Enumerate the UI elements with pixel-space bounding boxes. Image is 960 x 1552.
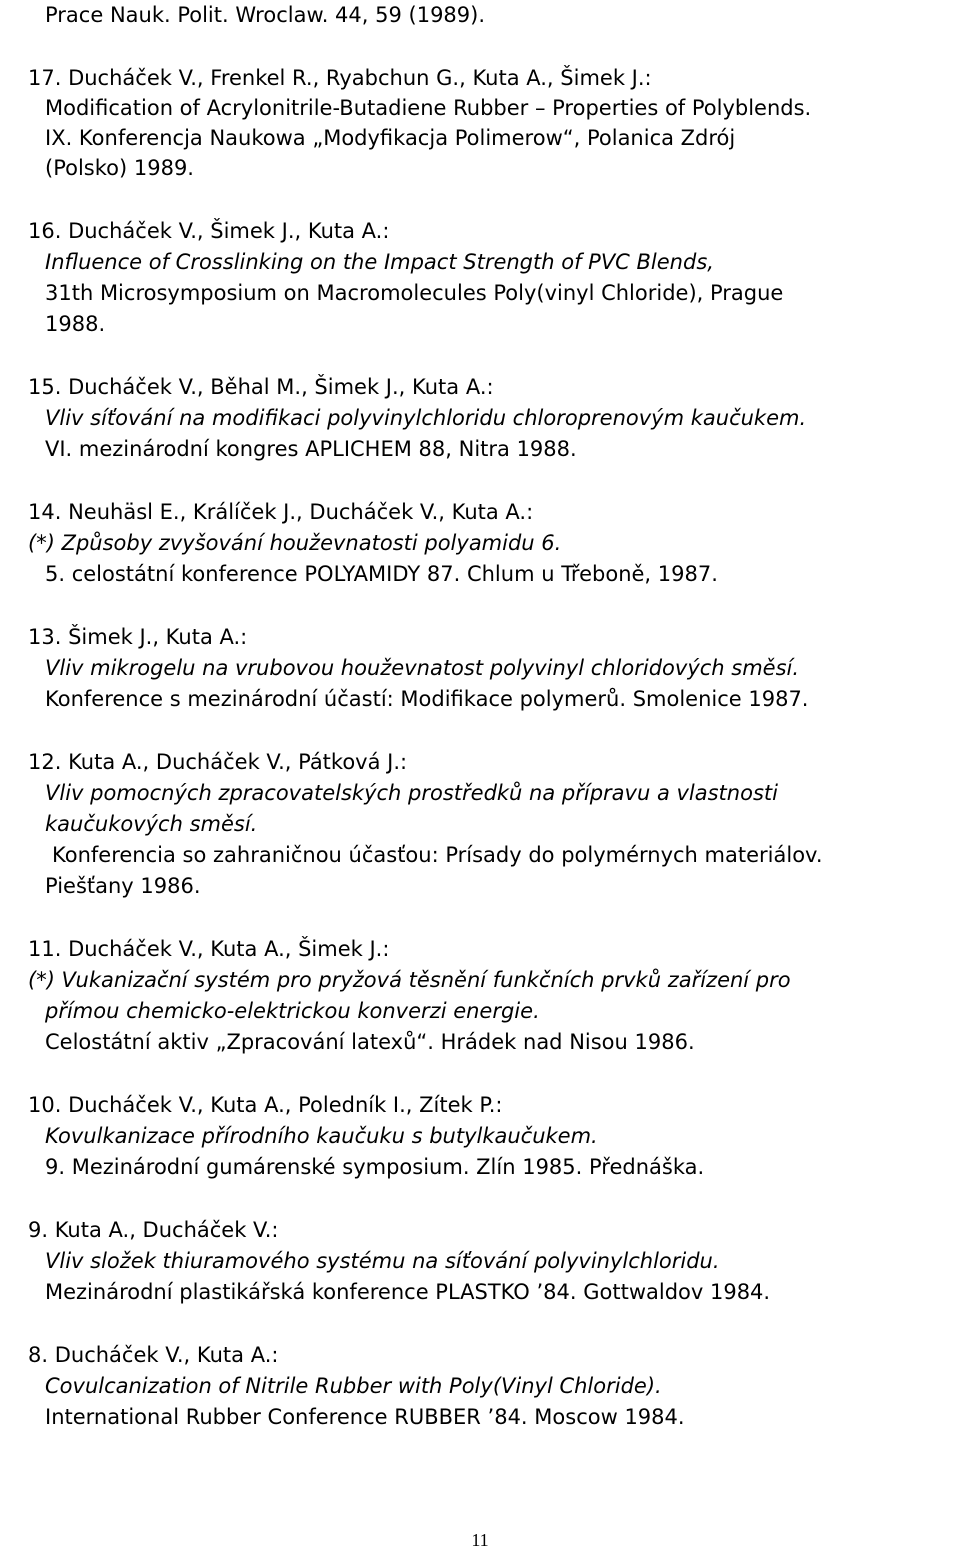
entry-10-authors: 10. Ducháček V., Kuta A., Poledník I., Zítek P.: bbox=[28, 1093, 503, 1117]
entry-9-authors: 9. Kuta A., Ducháček V.: bbox=[28, 1218, 279, 1242]
entry-15-title: Vliv síťování na modifikaci polyvinylchloridu chloroprenovým kaučukem. bbox=[45, 406, 807, 430]
entry-10-title: Kovulkanizace přírodního kaučuku s butylkaučukem. bbox=[45, 1124, 598, 1148]
entry-12-venue: Piešťany 1986. bbox=[45, 874, 201, 898]
entry-8-venue: International Rubber Conference RUBBER ’84. Moscow 1984. bbox=[45, 1405, 685, 1429]
entry-8-title: Covulcanization of Nitrile Rubber with Poly(Vinyl Chloride). bbox=[45, 1374, 662, 1398]
entry-14-title: (*) Způsoby zvyšování houževnatosti polyamidu 6. bbox=[28, 531, 562, 555]
entry-17-authors: 17. Ducháček V., Frenkel R., Ryabchun G., Kuta A., Šimek J.: bbox=[28, 66, 652, 90]
entry-10-venue: 9. Mezinárodní gumárenské symposium. Zlín 1985. Přednáška. bbox=[45, 1155, 705, 1179]
entry-12-authors: 12. Kuta A., Ducháček V., Pátková J.: bbox=[28, 750, 408, 774]
entry-14-venue: 5. celostátní konference POLYAMIDY 87. Chlum u Třeboně, 1987. bbox=[45, 562, 718, 586]
entry-15-authors: 15. Ducháček V., Běhal M., Šimek J., Kuta A.: bbox=[28, 375, 494, 399]
entry-11-venue: Celostátní aktiv „Zpracování latexů“. Hrádek nad Nisou 1986. bbox=[45, 1030, 695, 1054]
entry-16-authors: 16. Ducháček V., Šimek J., Kuta A.: bbox=[28, 219, 390, 243]
entry-16-venue: 1988. bbox=[45, 312, 106, 336]
entry-13-authors: 13. Šimek J., Kuta A.: bbox=[28, 625, 248, 649]
entry-12-venue: Konferencia so zahraničnou účasťou: Prísady do polymérnych materiálov. bbox=[52, 843, 823, 867]
entry-11-title: přímou chemicko-elektrickou konverzi energie. bbox=[45, 999, 540, 1023]
entry-11-authors: 11. Ducháček V., Kuta A., Šimek J.: bbox=[28, 937, 390, 961]
entry-12-title: kaučukových směsí. bbox=[45, 812, 258, 836]
page-number: 11 bbox=[471, 1530, 489, 1550]
entry-17-venue: (Polsko) 1989. bbox=[45, 156, 194, 180]
entry-8-authors: 8. Ducháček V., Kuta A.: bbox=[28, 1343, 279, 1367]
entry-15-venue: VI. mezinárodní kongres APLICHEM 88, Nitra 1988. bbox=[45, 437, 577, 461]
text-line: Prace Nauk. Polit. Wroclaw. 44, 59 (1989). bbox=[45, 3, 486, 27]
entry-9-title: Vliv složek thiuramového systému na síťování polyvinylchloridu. bbox=[45, 1249, 720, 1273]
entry-11-title: (*) Vukanizační systém pro pryžová těsnění funkčních prvků zařízení pro bbox=[28, 968, 791, 992]
entry-16-venue: 31th Microsymposium on Macromolecules Poly(vinyl Chloride), Prague bbox=[45, 281, 784, 305]
entry-12-title: Vliv pomocných zpracovatelských prostředků na přípravu a vlastnosti bbox=[45, 781, 778, 805]
entry-13-venue: Konference s mezinárodní účastí: Modifikace polymerů. Smolenice 1987. bbox=[45, 687, 809, 711]
entry-17-title: Modification of Acrylonitrile-Butadiene Rubber – Properties of Polyblends. bbox=[45, 96, 812, 120]
entry-17-venue: IX. Konferencja Naukowa „Modyfikacja Polimerow“, Polanica Zdrój bbox=[45, 126, 736, 150]
entry-9-venue: Mezinárodní plastikářská konference PLASTKO ’84. Gottwaldov 1984. bbox=[45, 1280, 771, 1304]
entry-14-authors: 14. Neuhäsl E., Králíček J., Ducháček V., Kuta A.: bbox=[28, 500, 534, 524]
entry-16-title: Influence of Crosslinking on the Impact Strength of PVC Blends, bbox=[45, 250, 714, 274]
entry-13-title: Vliv mikrogelu na vrubovou houževnatost polyvinyl chloridových směsí. bbox=[45, 656, 800, 680]
